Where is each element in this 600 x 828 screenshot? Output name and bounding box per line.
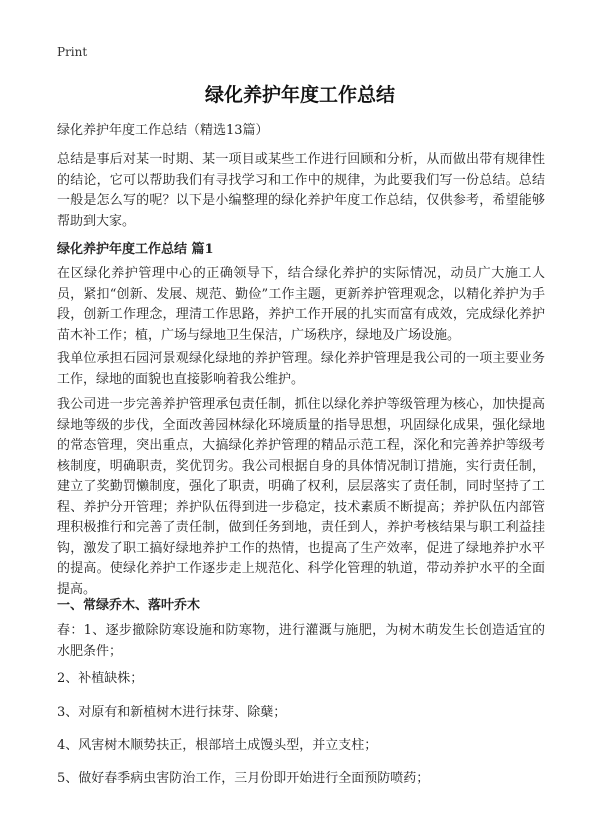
page-title: 绿化养护年度工作总结 xyxy=(204,84,395,106)
section-heading-1: 绿化养护年度工作总结 篇1 xyxy=(57,242,214,257)
print-label[interactable]: Print xyxy=(57,45,88,59)
list-item: 5、做好春季病虫害防治工作，三月份即开始进行全面预防喷药； xyxy=(57,771,430,786)
list-item: 3、对原有和新植树木进行抹芽、除蘖； xyxy=(57,705,287,720)
paragraph-3: 我公司进一步完善养护管理承包责任制，抓住以绿化养护等级管理为核心，加快提高绿地等级的步伐，全面改善园林绿化环境质量的指导思想，巩固绿化成果，强化绿地的常态管理，突出重点，大搞绿化养护管理的精品示范工程，深化和完善养护等级考核制度，明确职责，奖优罚劣。我公司根据自身的具体情况制订措施，实行责任制，建立了奖勤罚懒制度，强化了职责，明确了权利，层层落实了责任制，同时坚持了工程、养护分开管理；养护队伍得到进一步稳定，技术素质不断提高；养护队伍内部管理积极推行和完善了责任制，做到任务到地，责任到人，养护考核结果与职工利益挂钩，激发了职工搞好绿地养护工作的热情，也提高了生产效率，促进了绿地养护水平的提高。使绿化养护工作逐步走上规范化、科学化管理的轨道，带动养护水平的全面提高。 xyxy=(57,397,545,597)
paragraph-2: 我单位承担石园河景观绿化绿地的养护管理。绿化养护管理是我公司的一项主要业务工作，绿地的面貌也直接影响着我公维护。 xyxy=(57,351,545,387)
section-heading-2: 一、常绿乔木、落叶乔木 xyxy=(57,598,201,613)
list-item: 春：1、逐步撤除防寒设施和防寒物，进行灌溉与施肥，为树木萌发生长创造适宜的水肥条件； xyxy=(57,623,545,659)
document-subtitle: 绿化养护年度工作总结（精选13篇） xyxy=(57,123,269,138)
paragraph-1: 在区绿化养护管理中心的正确领导下，结合绿化养护的实际情况，动员广大施工人员，紧扣“创新、发展、规范、勤俭”工作主题，更新养护管理观念，以精化养护为手段，创新工作理念，理清工作思路，养护工作开展的扎实而富有成效，完成绿化养护苗木补工作；植，广场与绿地卫生保洁，广场秩序，绿地及广场设施。 xyxy=(57,266,545,343)
list-item: 4、风害树木顺势扶正，根部培土成馒头型，并立支柱； xyxy=(57,738,378,753)
list-item: 2、补植缺株； xyxy=(57,671,144,686)
intro-paragraph: 总结是事后对某一时期、某一项目或某些工作进行回顾和分析，从而做出带有规律性的结论，它可以帮助我们有寻找学习和工作中的规律，为此要我们写一份总结。总结一般是怎么写的呢？以下是小编整理的绿化养护年度工作总结，仅供参考，希望能够帮助到大家。 xyxy=(57,152,545,229)
